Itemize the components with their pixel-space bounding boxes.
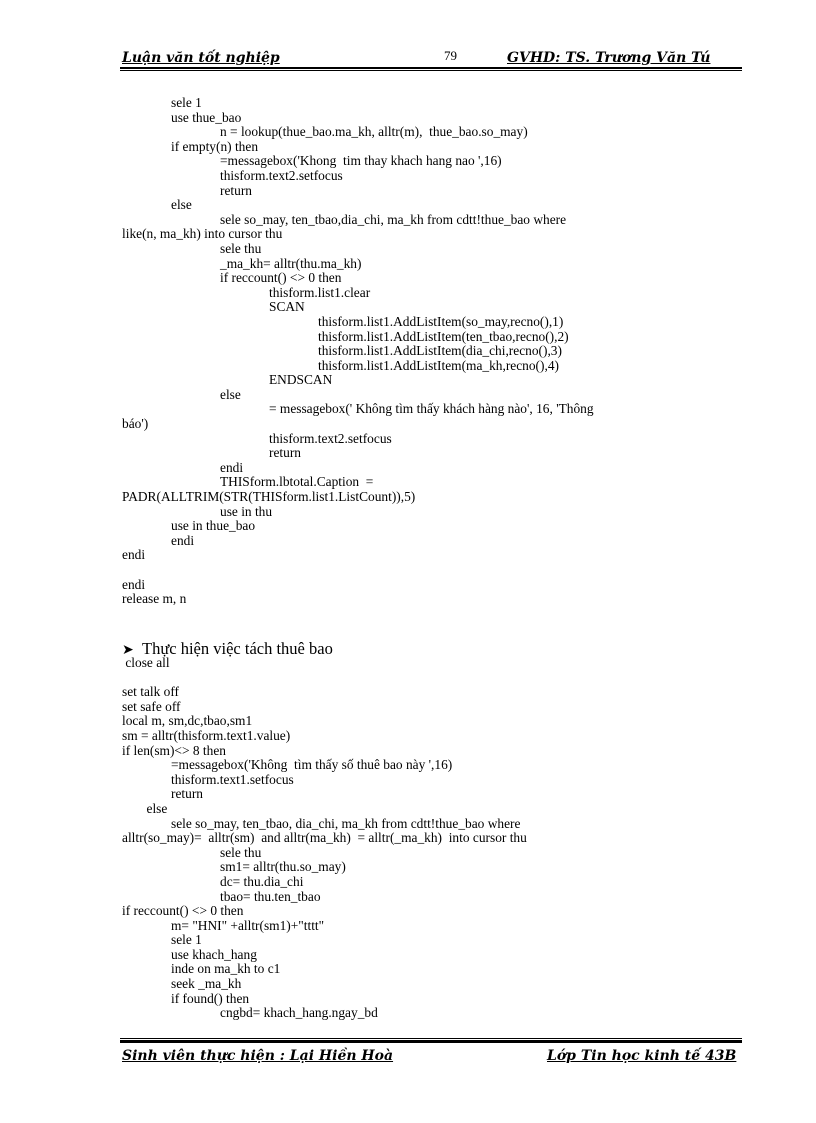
code-line: return [171, 786, 203, 802]
code-line: sele 1 [171, 932, 202, 948]
arrow-bullet-icon: ➤ [122, 643, 134, 658]
code-line: sm1= alltr(thu.so_may) [220, 859, 346, 875]
page-number: 79 [444, 48, 457, 63]
code-line: THISform.lbtotal.Caption = [220, 474, 374, 490]
code-line: use khach_hang [171, 946, 257, 962]
footer-rule-thick [120, 1040, 742, 1043]
header-rule-thin [120, 70, 742, 71]
code-line: dc= thu.dia_chi [220, 873, 304, 889]
code-line: if len(sm)<> 8 then [122, 742, 226, 758]
code-line: if empty(n) then [171, 138, 259, 154]
code-line: n = lookup(thue_bao.ma_kh, alltr(m), thue_bao.so_may) [220, 124, 528, 140]
code-line: thisform.text1.setfocus [171, 771, 294, 787]
code-line: endi [171, 532, 195, 548]
code-line: = messagebox(' Không tìm thấy khách hàng nào', 16, 'Thông [269, 401, 594, 417]
code-line: like(n, ma_kh) into cursor thu [122, 226, 283, 242]
code-line: =messagebox('Khong tim thay khach hang nao ',16) [220, 153, 502, 169]
code-line: local m, sm,dc,tbao,sm1 [122, 713, 253, 729]
code-line: endi [122, 576, 146, 592]
code-line: set talk off [122, 684, 180, 700]
code-line: sele so_may, ten_tbao, dia_chi, ma_kh from cdtt!thue_bao where [171, 815, 521, 831]
code-line: return [220, 182, 252, 198]
code-line: ENDSCAN [269, 372, 333, 388]
code-line: endi [122, 547, 146, 563]
code-line: _ma_kh= alltr(thu.ma_kh) [220, 255, 362, 271]
footer-class: Lớp Tin học kinh tế 43B [547, 1048, 737, 1064]
code-line: if reccount() <> 0 then [220, 270, 342, 286]
code-line: thisform.list1.AddListItem(ten_tbao,recno(),2) [318, 328, 569, 344]
code-line: thisform.list1.AddListItem(so_may,recno(),1) [318, 313, 564, 329]
code-line: =messagebox('Không tìm thấy số thuê bao này ',16) [171, 757, 453, 773]
code-line: if found() then [171, 990, 250, 1006]
code-line: else [220, 386, 241, 402]
code-line: close all [122, 655, 170, 670]
code-line: báo') [122, 416, 149, 432]
code-line: thisform.list1.AddListItem(ma_kh,recno(),4) [318, 357, 559, 373]
code-line: return [269, 445, 301, 461]
code-line: sele so_may, ten_tbao,dia_chi, ma_kh from cdtt!thue_bao where [220, 211, 567, 227]
code-line: use in thue_bao [171, 518, 256, 534]
code-line: PADR(ALLTRIM(STR(THISform.list1.ListCount)),5) [122, 489, 416, 505]
code-line: set safe off [122, 698, 181, 714]
header-title: Luận văn tốt nghiệp [122, 50, 280, 66]
code-line: cngbd= khach_hang.ngay_bd [220, 1005, 378, 1021]
footer-rule-thin [120, 1038, 742, 1039]
code-line: seek _ma_kh [171, 976, 242, 992]
code-line: sm = alltr(thisform.text1.value) [122, 727, 291, 743]
code-line: use in thu [220, 503, 273, 519]
code-line: thisform.list1.AddListItem(dia_chi,recno(),3) [318, 343, 562, 359]
code-line: use thue_bao [171, 109, 242, 125]
header-rule-thick [120, 67, 742, 69]
code-line [122, 563, 742, 578]
code-line: sele thu [220, 240, 262, 256]
code-line: else [171, 197, 192, 213]
code-line [122, 671, 742, 686]
code-line: tbao= thu.ten_tbao [220, 888, 321, 904]
code-block-split-subscriber [122, 656, 742, 1021]
code-line: release m, n [122, 591, 187, 607]
code-line: else [146, 800, 168, 816]
code-line: inde on ma_kh to c1 [171, 961, 281, 977]
code-line: alltr(so_may)= alltr(sm) and alltr(ma_kh) = alltr(_ma_kh) into cursor thu [122, 830, 527, 846]
code-line: thisform.text2.setfocus [269, 430, 392, 446]
section-heading-text: Thực hiện việc tách thuê bao [142, 639, 333, 658]
footer-student: Sinh viên thực hiện : Lại Hiền Hoà [122, 1048, 394, 1064]
code-line: sele 1 [171, 95, 202, 110]
code-line: thisform.list1.clear [269, 284, 371, 300]
code-line: thisform.text2.setfocus [220, 167, 343, 183]
code-line: sele thu [220, 844, 262, 860]
code-line: if reccount() <> 0 then [122, 903, 244, 919]
code-block-lookup [122, 96, 742, 607]
code-line: endi [220, 459, 244, 475]
header-advisor: GVHD: TS. Trương Văn Tú [507, 50, 711, 66]
code-line: SCAN [269, 299, 305, 315]
code-line: m= "HNI" +alltr(sm1)+"tttt" [171, 917, 325, 933]
